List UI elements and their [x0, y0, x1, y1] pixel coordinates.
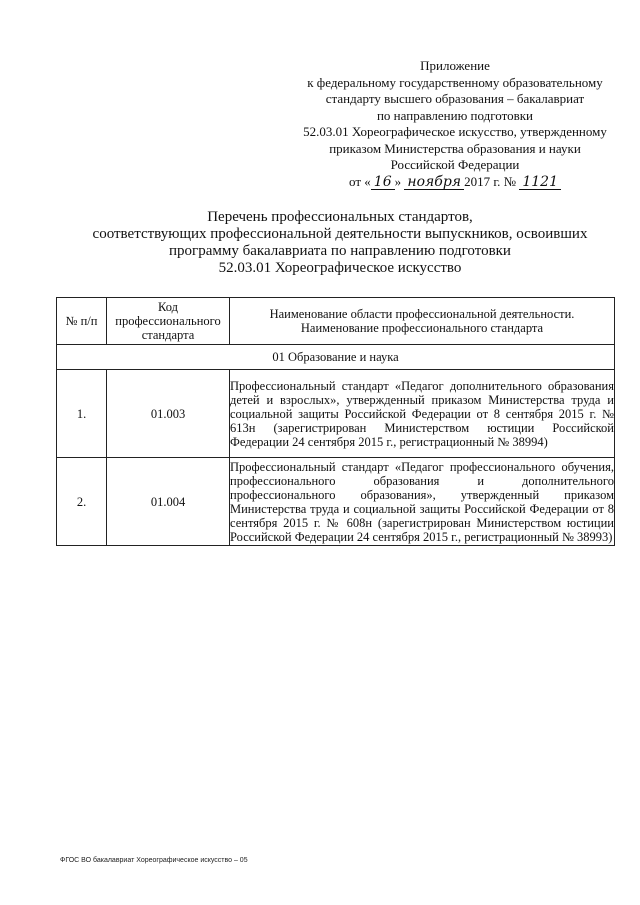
title-line: программу бакалавриата по направлению подготовки [169, 243, 511, 259]
date-month-handwritten: ноября [404, 175, 464, 190]
row-code: 01.004 [107, 458, 230, 546]
header-name: Наименование области профессиональной деятельности. Наименование профессионального стандарта [230, 298, 615, 345]
document-title [50, 209, 630, 277]
appendix-line: стандарту высшего образования – бакалавриат [325, 91, 585, 106]
row-code: 01.003 [107, 370, 230, 458]
title-line: соответствующих профессиональной деятельности выпускников, освоивших [92, 226, 588, 242]
row-num: 1. [57, 370, 107, 458]
group-title: 01 Образование и наука [57, 345, 615, 370]
table-header-row [57, 298, 615, 345]
standards-table [56, 297, 615, 546]
table-row [57, 370, 615, 458]
order-date-line [290, 174, 620, 191]
title-line: Перечень профессиональных стандартов, [207, 209, 473, 225]
appendix-line: приказом Министерства образования и науки [329, 140, 581, 156]
date-day-handwritten: 16 [371, 175, 395, 190]
appendix-line: по направлению подготовки [376, 107, 534, 123]
appendix-line: к федеральному государственному образовательному [307, 74, 603, 90]
date-year: 2017 г. № [464, 173, 517, 189]
row-name: Профессиональный стандарт «Педагог дополнительного образования детей и взрослых», утвержденный приказом Министерства труда и социальной защиты Российской Федерации от 8 сентября 2015 г. № 613н (зарегистрирован Министерством юстиции Российской Федерации 24 сентября 2015 г., регистрационный № 38994) [230, 370, 615, 458]
row-num: 2. [57, 458, 107, 546]
date-mid: » [394, 173, 402, 189]
appendix-line: Приложение [420, 58, 490, 73]
appendix-line: Российской Федерации [390, 157, 520, 172]
header-code: Код профессионального стандарта [107, 298, 230, 345]
order-number-handwritten: 1121 [519, 175, 561, 190]
title-line: 52.03.01 Хореографическое искусство [218, 260, 462, 276]
row-name: Профессиональный стандарт «Педагог профессионального обучения, профессионального образования и дополнительного профессионального образования», утвержденный приказом Министерства труда и социальной защиты Российской Федерации от 8 сентября 2015 г. № 608н (зарегистрирован Министерством юстиции Российской Федерации 24 сентября 2015 г., регистрационный № 38993) [230, 459, 614, 544]
group-row [57, 345, 615, 370]
appendix-block [290, 58, 620, 190]
table-row [57, 458, 615, 546]
date-prefix: от « [349, 173, 371, 189]
appendix-line: 52.03.01 Хореографическое искусство, утвержденному [303, 124, 607, 139]
header-num: № п/п [57, 298, 107, 345]
page-footer: ФГОС ВО бакалавриат Хореографическое искусство – 05 [60, 857, 248, 864]
